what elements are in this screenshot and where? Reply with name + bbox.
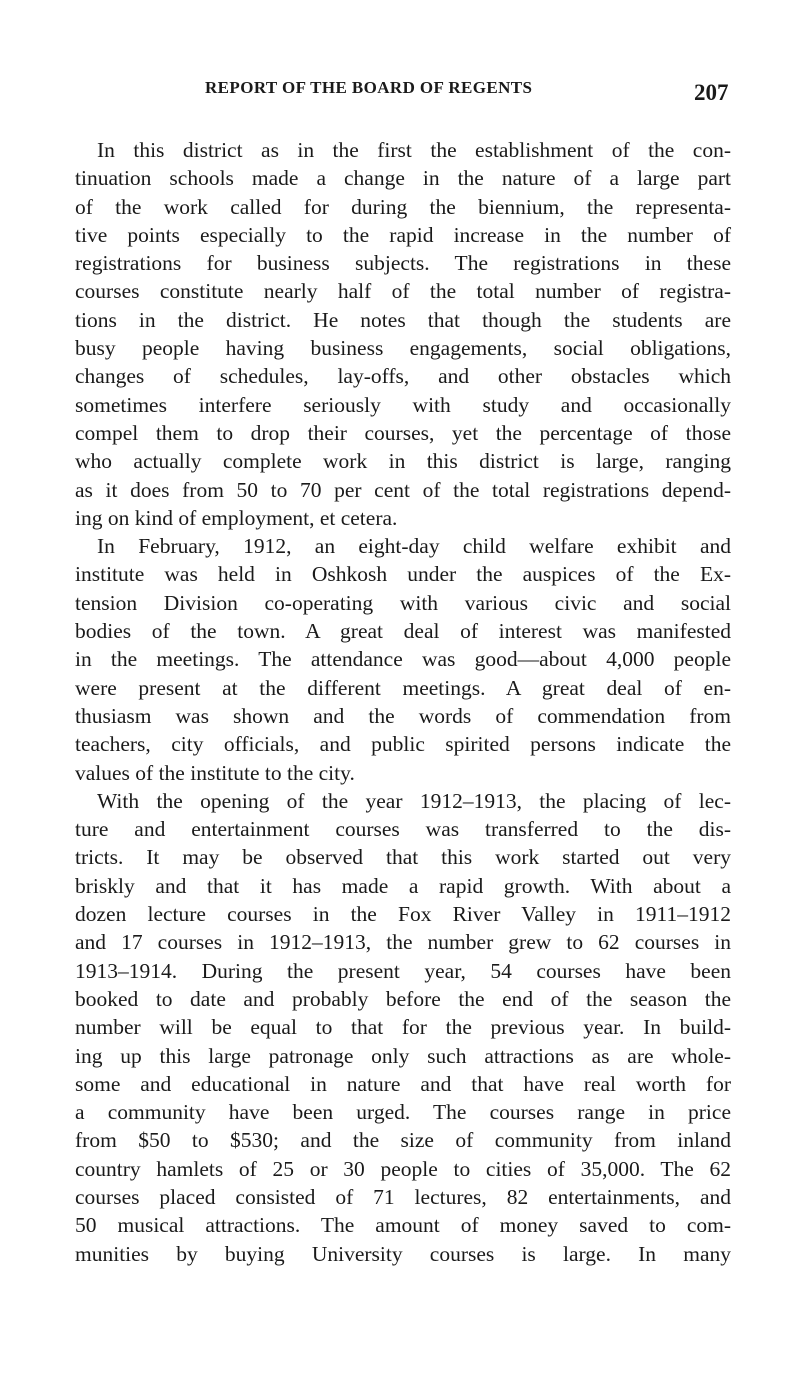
text-line: In February, 1912, an eight-day child welfare exhibit and: [97, 534, 731, 559]
text-line: dozen lecture courses in the Fox River Valley in 1911–1912: [75, 902, 731, 927]
text-line: and 17 courses in 1912–1913, the number grew to 62 courses in: [75, 930, 731, 955]
text-line: briskly and that it has made a rapid growth. With about a: [75, 873, 731, 898]
text-line: courses placed consisted of 71 lectures, 82 entertainments, and: [75, 1184, 731, 1209]
text-line: tension Division co-operating with various civic and social: [75, 590, 731, 615]
text-line: With the opening of the year 1912–1913, the placing of lec-: [97, 788, 731, 813]
text-line: tive points especially to the rapid increase in the number of: [75, 222, 731, 247]
running-head: REPORT OF THE BOARD OF REGENTS: [205, 78, 533, 97]
text-line: 1913–1914. During the present year, 54 courses have been: [75, 958, 731, 983]
text-line: In this district as in the first the establishment of the con-: [97, 138, 731, 162]
text-line: country hamlets of 25 or 30 people to cities of 35,000. The 62: [75, 1156, 731, 1181]
text-line: thusiasm was shown and the words of commendation from: [75, 703, 731, 728]
text-line: sometimes interfere seriously with study and occasionally: [75, 392, 731, 417]
text-line: a community have been urged. The courses range in price: [75, 1100, 731, 1125]
text-line: some and educational in nature and that have real worth for: [75, 1071, 731, 1096]
text-line: booked to date and probably before the end of the season the: [75, 986, 731, 1011]
text-line: munities by buying University courses is large. In many: [75, 1241, 731, 1266]
text-line: teachers, city officials, and public spirited persons indicate the: [75, 732, 731, 757]
text-line: institute was held in Oshkosh under the auspices of the Ex-: [75, 562, 731, 587]
text-line: number will be equal to that for the previous year. In build-: [75, 1015, 731, 1040]
text-line: 50 musical attractions. The amount of money saved to com-: [75, 1213, 731, 1238]
text-line: registrations for business subjects. The registrations in these: [75, 251, 731, 276]
text-line: bodies of the town. A great deal of interest was manifested: [75, 619, 731, 644]
page-number: 207: [694, 80, 729, 105]
body-text: [75, 136, 731, 1268]
text-line: tions in the district. He notes that though the students are: [75, 307, 731, 332]
text-line: were present at the different meetings. A great deal of en-: [75, 675, 731, 700]
text-line: ture and entertainment courses was transferred to the dis-: [75, 817, 731, 842]
text-line: ing up this large patronage only such attractions as are whole-: [75, 1043, 731, 1068]
text-line: as it does from 50 to 70 per cent of the total registrations depend-: [75, 477, 731, 502]
text-line: courses constitute nearly half of the total number of registra-: [75, 279, 731, 304]
paragraph-child-welfare-exhibit: [75, 532, 731, 787]
text-line: in the meetings. The attendance was good—about 4,000 people: [75, 647, 731, 672]
text-line: tinuation schools made a change in the nature of a large part: [75, 166, 731, 191]
text-line: compel them to drop their courses, yet the percentage of those: [75, 420, 731, 445]
text-line: of the work called for during the biennium, the representa-: [75, 194, 731, 219]
paragraph-lecture-courses: [75, 787, 731, 1268]
text-line: tricts. It may be observed that this work started out very: [75, 845, 731, 870]
text-line: ing on kind of employment, et cetera.: [75, 505, 398, 530]
text-line: values of the institute to the city.: [75, 760, 355, 785]
text-line: from $50 to $530; and the size of community from inland: [75, 1128, 731, 1153]
text-line: changes of schedules, lay-offs, and other obstacles which: [75, 364, 731, 389]
text-line: busy people having business engagements, social obligations,: [75, 336, 731, 361]
text-line: who actually complete work in this district is large, ranging: [75, 449, 731, 474]
paragraph-continuation-schools: [75, 136, 731, 532]
